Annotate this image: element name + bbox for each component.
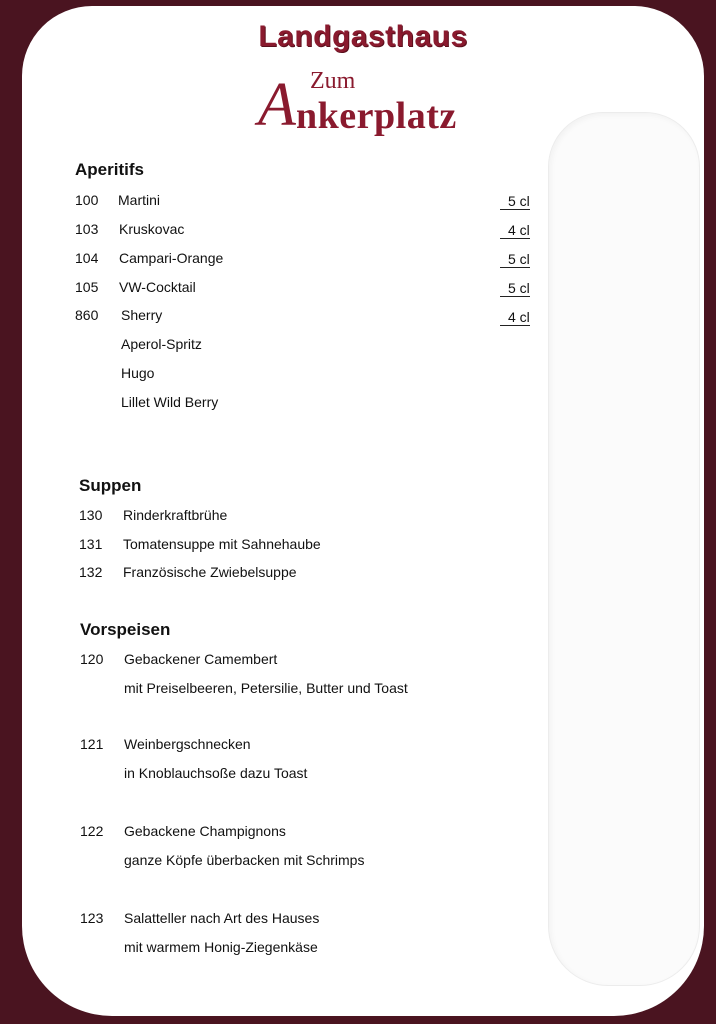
item-name: Campari-Orange <box>119 250 224 266</box>
brand-initial: A <box>258 71 296 139</box>
item-unit: 5 cl <box>500 251 530 268</box>
item-unit: 5 cl <box>500 280 530 297</box>
item-number: 131 <box>79 536 103 552</box>
item-number: 120 <box>80 651 104 667</box>
item-number: 105 <box>75 279 99 295</box>
side-panel <box>548 112 700 986</box>
item-number: 103 <box>75 221 99 237</box>
item-name: Weinbergschnecken <box>124 736 251 752</box>
item-name: Rinderkraftbrühe <box>123 507 228 523</box>
item-name: Tomatensuppe mit Sahnehaube <box>123 536 321 552</box>
item-name: Aperol-Spritz <box>121 336 202 352</box>
item-name: VW-Cocktail <box>119 279 196 295</box>
section-title-suppen: Suppen <box>79 476 142 495</box>
item-name: Französische Zwiebelsuppe <box>123 564 297 580</box>
item-name: Hugo <box>121 365 155 381</box>
item-unit: 4 cl <box>500 309 530 326</box>
item-description: ganze Köpfe überbacken mit Schrimps <box>124 852 365 868</box>
item-unit: 4 cl <box>500 222 530 239</box>
brand-name-rest: nkerplatz <box>296 95 457 137</box>
item-name: Kruskovac <box>119 221 185 237</box>
section-title-vorspeisen: Vorspeisen <box>80 620 171 639</box>
item-name: Martini <box>118 192 161 208</box>
item-name: Sherry <box>121 307 163 323</box>
brand-line1: Landgasthaus <box>258 20 468 53</box>
item-number: 123 <box>80 910 104 926</box>
item-name: Gebackene Champignons <box>124 823 286 839</box>
item-number: 100 <box>75 192 99 208</box>
item-description: mit Preiselbeeren, Petersilie, Butter und Toast <box>124 680 408 696</box>
item-unit: 5 cl <box>500 193 530 210</box>
item-number: 132 <box>79 564 103 580</box>
brand-zum: Zum <box>310 68 356 94</box>
item-name: Gebackener Camembert <box>124 651 278 667</box>
item-name: Salatteller nach Art des Hauses <box>124 910 320 926</box>
item-name: Lillet Wild Berry <box>121 394 219 410</box>
item-description: in Knoblauchsoße dazu Toast <box>124 765 308 781</box>
menu-page <box>22 6 704 1016</box>
item-number: 121 <box>80 736 104 752</box>
section-title-aperitifs: Aperitifs <box>75 160 144 179</box>
item-number: 104 <box>75 250 99 266</box>
item-number: 130 <box>79 507 103 523</box>
item-number: 122 <box>80 823 104 839</box>
item-number: 860 <box>75 307 99 323</box>
item-description: mit warmem Honig-Ziegenkäse <box>124 939 318 955</box>
